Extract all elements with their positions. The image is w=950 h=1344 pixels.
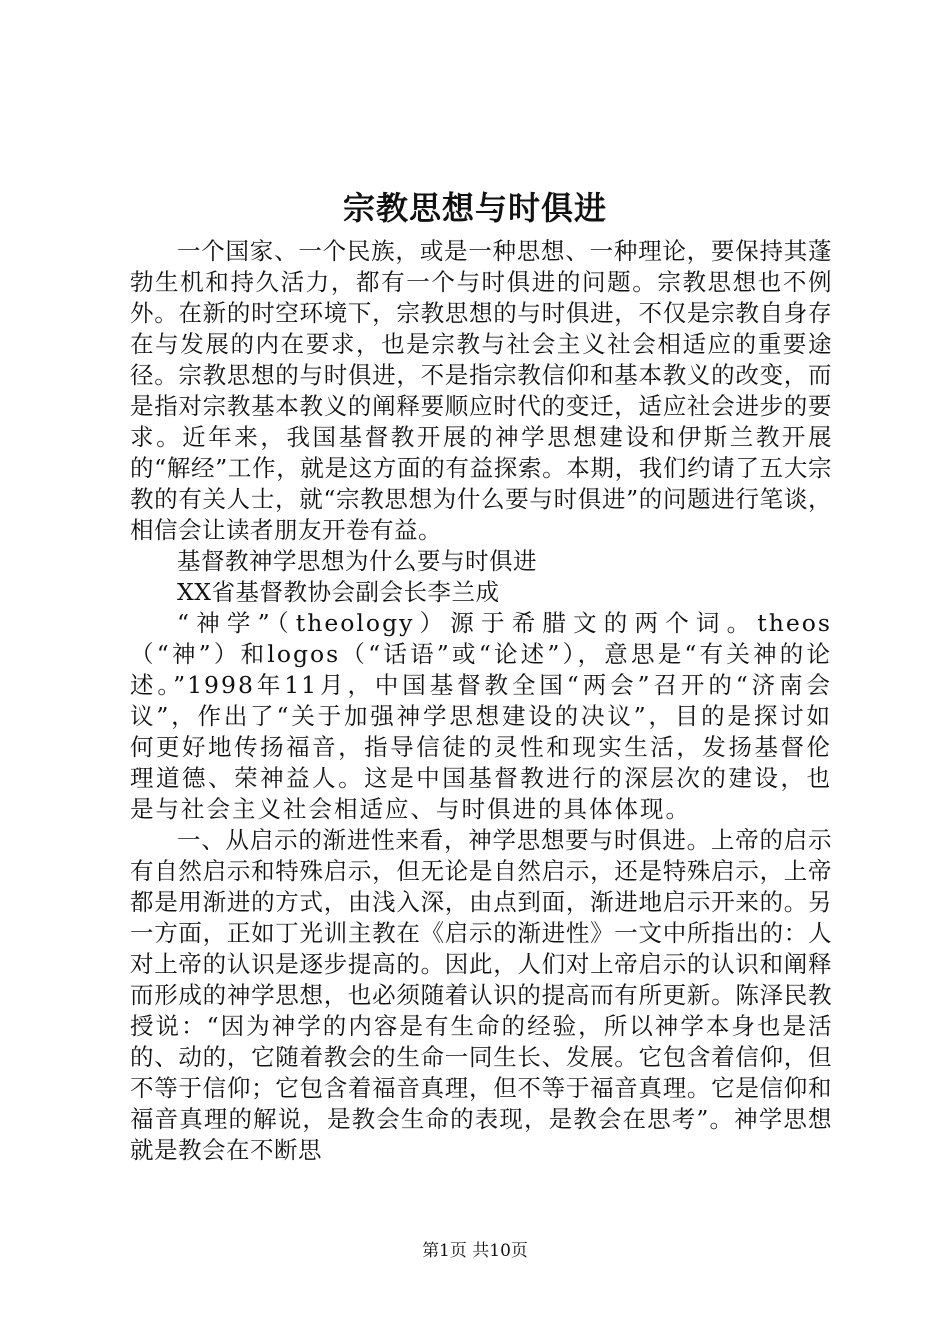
point-one-paragraph: 一、从启示的渐进性来看，神学思想要与时俱进。上帝的启示有自然启示和特殊启示，但无论是自然启示，还是特殊启示，上帝都是用渐进的方式，由浅入深，由点到面，渐进地启示开来的。另一方面，正如丁光训主教在《启示的渐进性》一文中所指出的：人对上帝的认识是逐步提高的。因此，人们对上帝启示的认识和阐释而形成的神学思想，也必须随着认识的提高而有所更新。陈泽民教授说：“因为神学的内容是有生命的经验，所以神学本身也是活的、动的，它随着教会的生命一同生长、发展。它包含着信仰，但不等于信仰；它包含着福音真理，但不等于福音真理。它是信仰和福音真理的解说，是教会生命的表现，是教会在思考”。神学思想就是教会在不断思 <box>130 826 832 1164</box>
section-heading: 基督教神学思想为什么要与时俱进 <box>177 547 537 575</box>
theology-paragraph: “神学”（theology）源于希腊文的两个词。theos（“神”）和logos（“话语”或“论述”），意思是“有关神的论述。”1998年11月，中国基督教全国“两会”召开的“济南会议”，作出了“关于加强神学思想建设的决议”，目的是探讨如何更好地传扬福音，指导信徒的灵性和现实生活，发扬基督伦理道德、荣神益人。这是中国基督教进行的深层次的建设，也是与社会主义社会相适应、与时俱进的具体体现。 <box>130 609 832 823</box>
author-line: XX省基督教协会副会长李兰成 <box>177 578 500 606</box>
page-number-footer: 第1页 共10页 <box>422 1241 528 1261</box>
document-body <box>130 236 832 1166</box>
document-title: 宗教思想与时俱进 <box>342 189 607 227</box>
intro-paragraph: 一个国家、一个民族，或是一种思想、一种理论，要保持其蓬勃生机和持久活力，都有一个与时俱进的问题。宗教思想也不例外。在新的时空环境下，宗教思想的与时俱进，不仅是宗教自身存在与发展的内在要求，也是宗教与社会主义社会相适应的重要途径。宗教思想的与时俱进，不是指宗教信仰和基本教义的改变，而是指对宗教基本教义的阐释要顺应时代的变迁，适应社会进步的要求。近年来，我国基督教开展的神学思想建设和伊斯兰教开展的“解经”工作，就是这方面的有益探索。本期，我们约请了五大宗教的有关人士，就“宗教思想为什么要与时俱进”的问题进行笔谈，相信会让读者朋友开卷有益。 <box>130 237 832 544</box>
